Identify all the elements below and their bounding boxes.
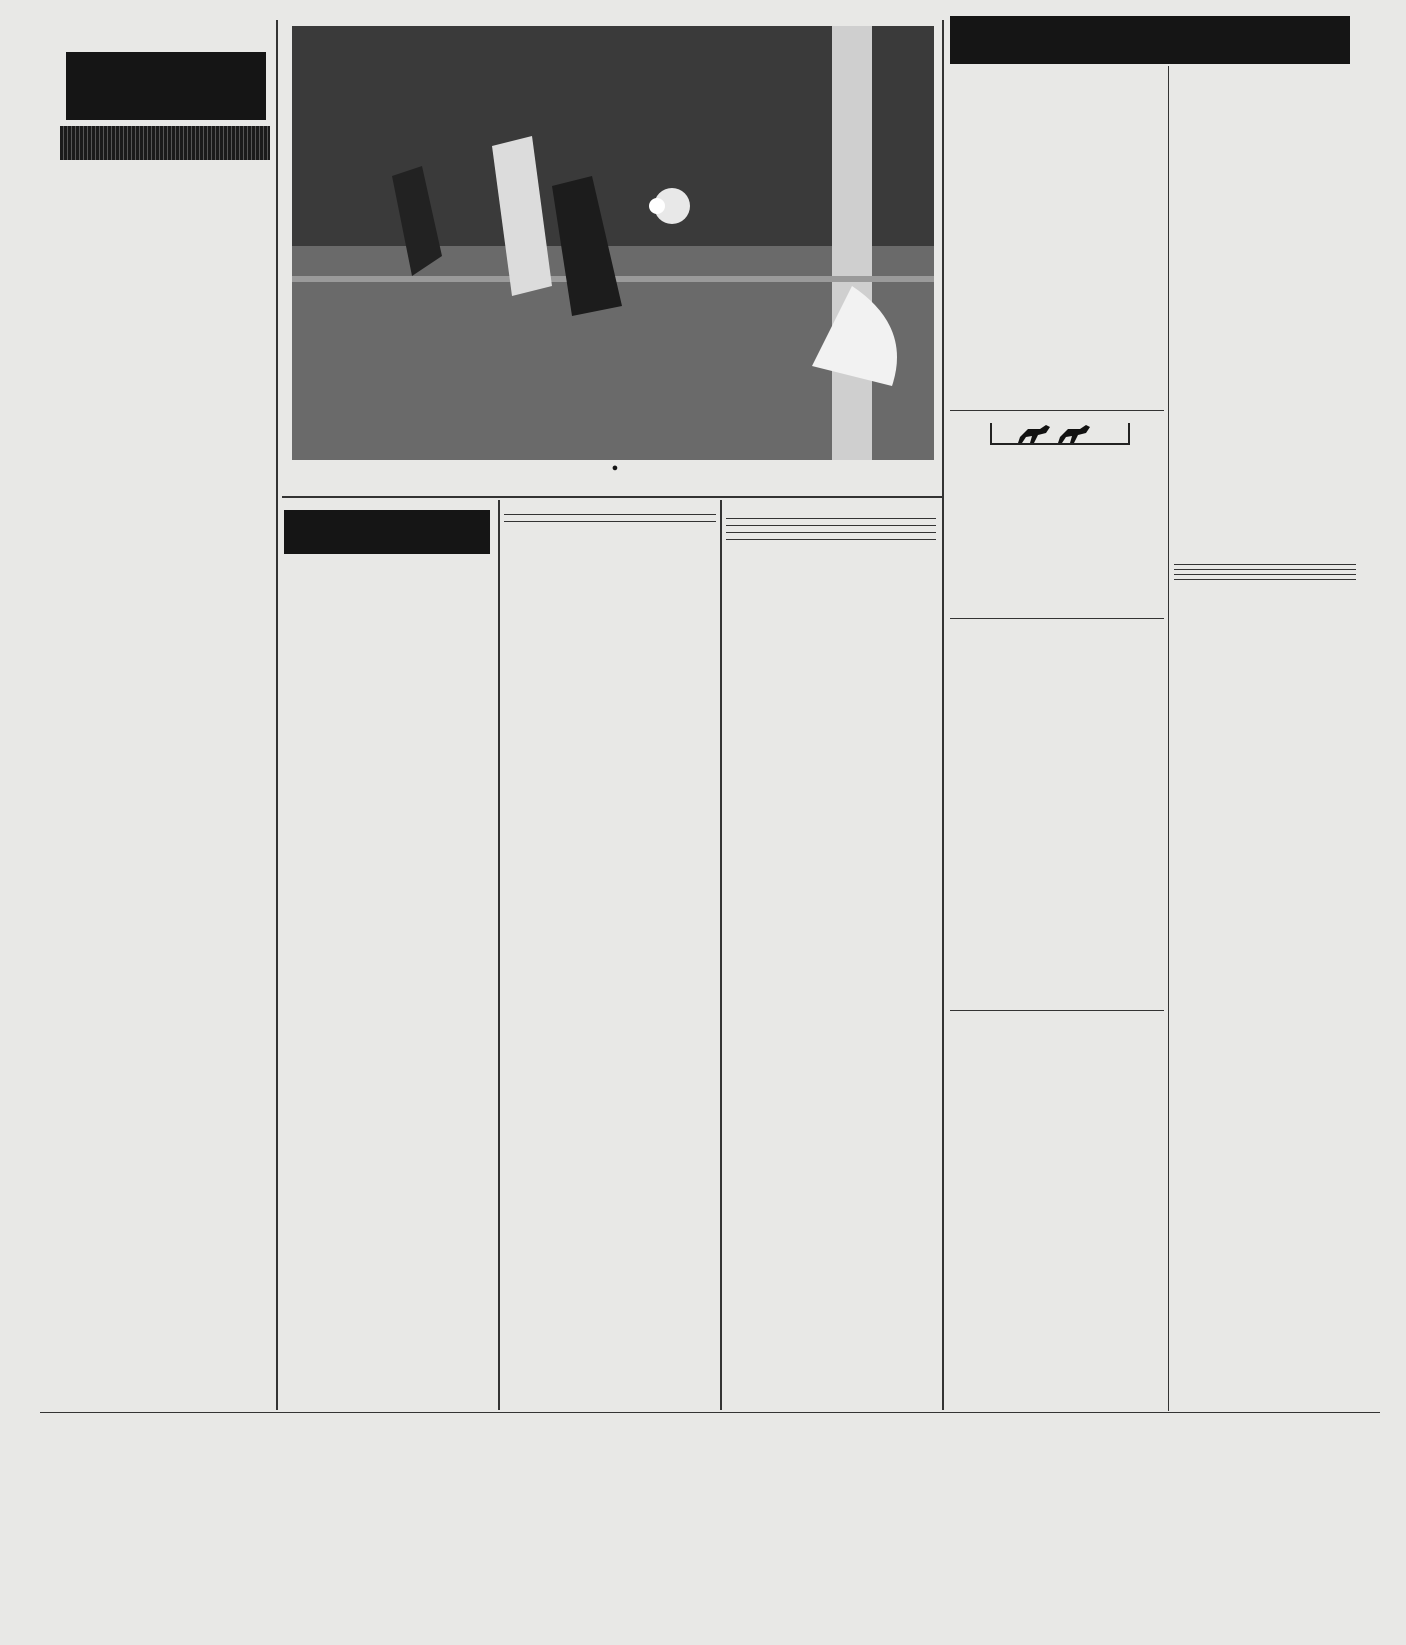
racing-col-1 (950, 68, 1164, 410)
jet-column (726, 508, 936, 1410)
fords-box (950, 1010, 1164, 1410)
racing-banner (950, 16, 1350, 64)
forty-arrests-block (620, 1418, 839, 1618)
late-scorers-body (284, 566, 496, 568)
caption-bullet-icon: ● (611, 462, 619, 474)
whitburn-column (504, 504, 716, 1410)
racing-col-2 (1174, 68, 1356, 562)
summing-up-column (58, 52, 272, 1412)
stop-press-strip (620, 1418, 1260, 1618)
racehorse-icon (950, 417, 1164, 453)
results-block (851, 1418, 1040, 1618)
summing-up-banner (66, 52, 266, 120)
racing-col-1-lower (950, 618, 1164, 1008)
racing-col-2-lower (1174, 564, 1356, 1410)
final-results-block (1051, 1418, 1260, 1618)
meetings-box (950, 410, 1164, 620)
juniors-banner (60, 126, 270, 160)
match-photo (292, 26, 934, 460)
masthead (72, 16, 272, 28)
goal-times-body (284, 554, 496, 558)
goal-times-column (284, 510, 496, 1410)
goal-times-banner (284, 510, 490, 554)
match-photo-image (292, 26, 934, 460)
photo-caption (320, 462, 910, 475)
